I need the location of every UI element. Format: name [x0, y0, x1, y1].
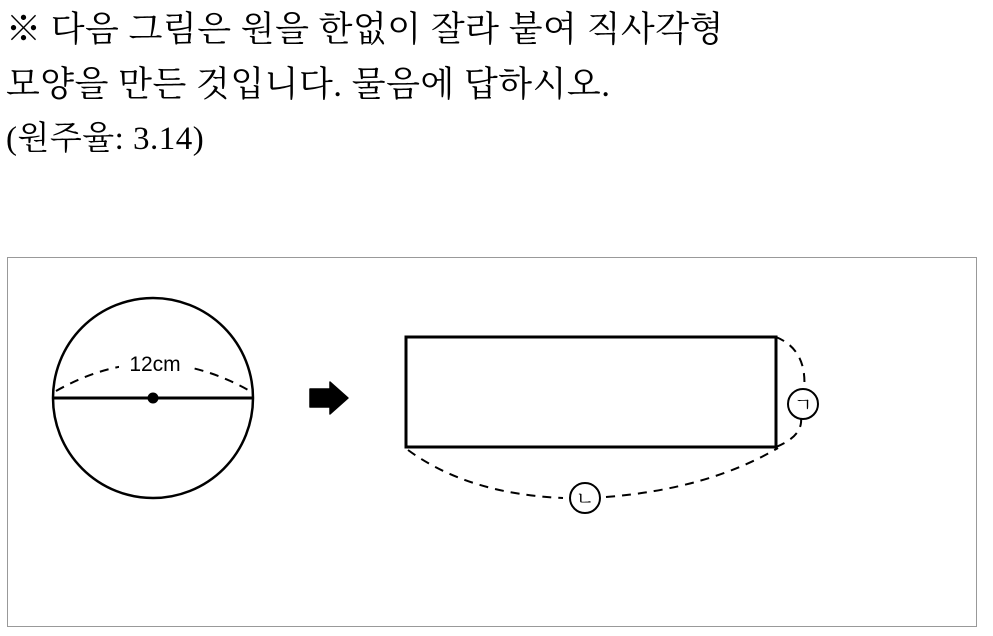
- right-curve-dashed-lower: [776, 418, 801, 447]
- label-top-right-text: ㄱ: [793, 395, 813, 416]
- rectangle-shape: [406, 337, 776, 447]
- arrow-icon: [310, 382, 348, 414]
- problem-line-3: (원주율: 3.14): [6, 121, 205, 157]
- center-point: [148, 393, 159, 404]
- bottom-curve-dashed-right: [606, 448, 778, 497]
- problem-line-2: 모양을 만든 것입니다. 물음에 답하시오.: [6, 65, 611, 104]
- figure-diagram: [8, 258, 976, 626]
- right-curve-dashed: [776, 337, 804, 391]
- label-bottom-text: ㄴ: [575, 489, 595, 510]
- figure-panel: [7, 257, 977, 627]
- problem-text: [6, 2, 986, 167]
- bottom-curve-dashed-left: [408, 450, 563, 498]
- diameter-label: 12cm: [129, 353, 181, 376]
- problem-line-1: ※ 다음 그림은 원을 한없이 잘라 붙여 직사각형: [6, 10, 724, 49]
